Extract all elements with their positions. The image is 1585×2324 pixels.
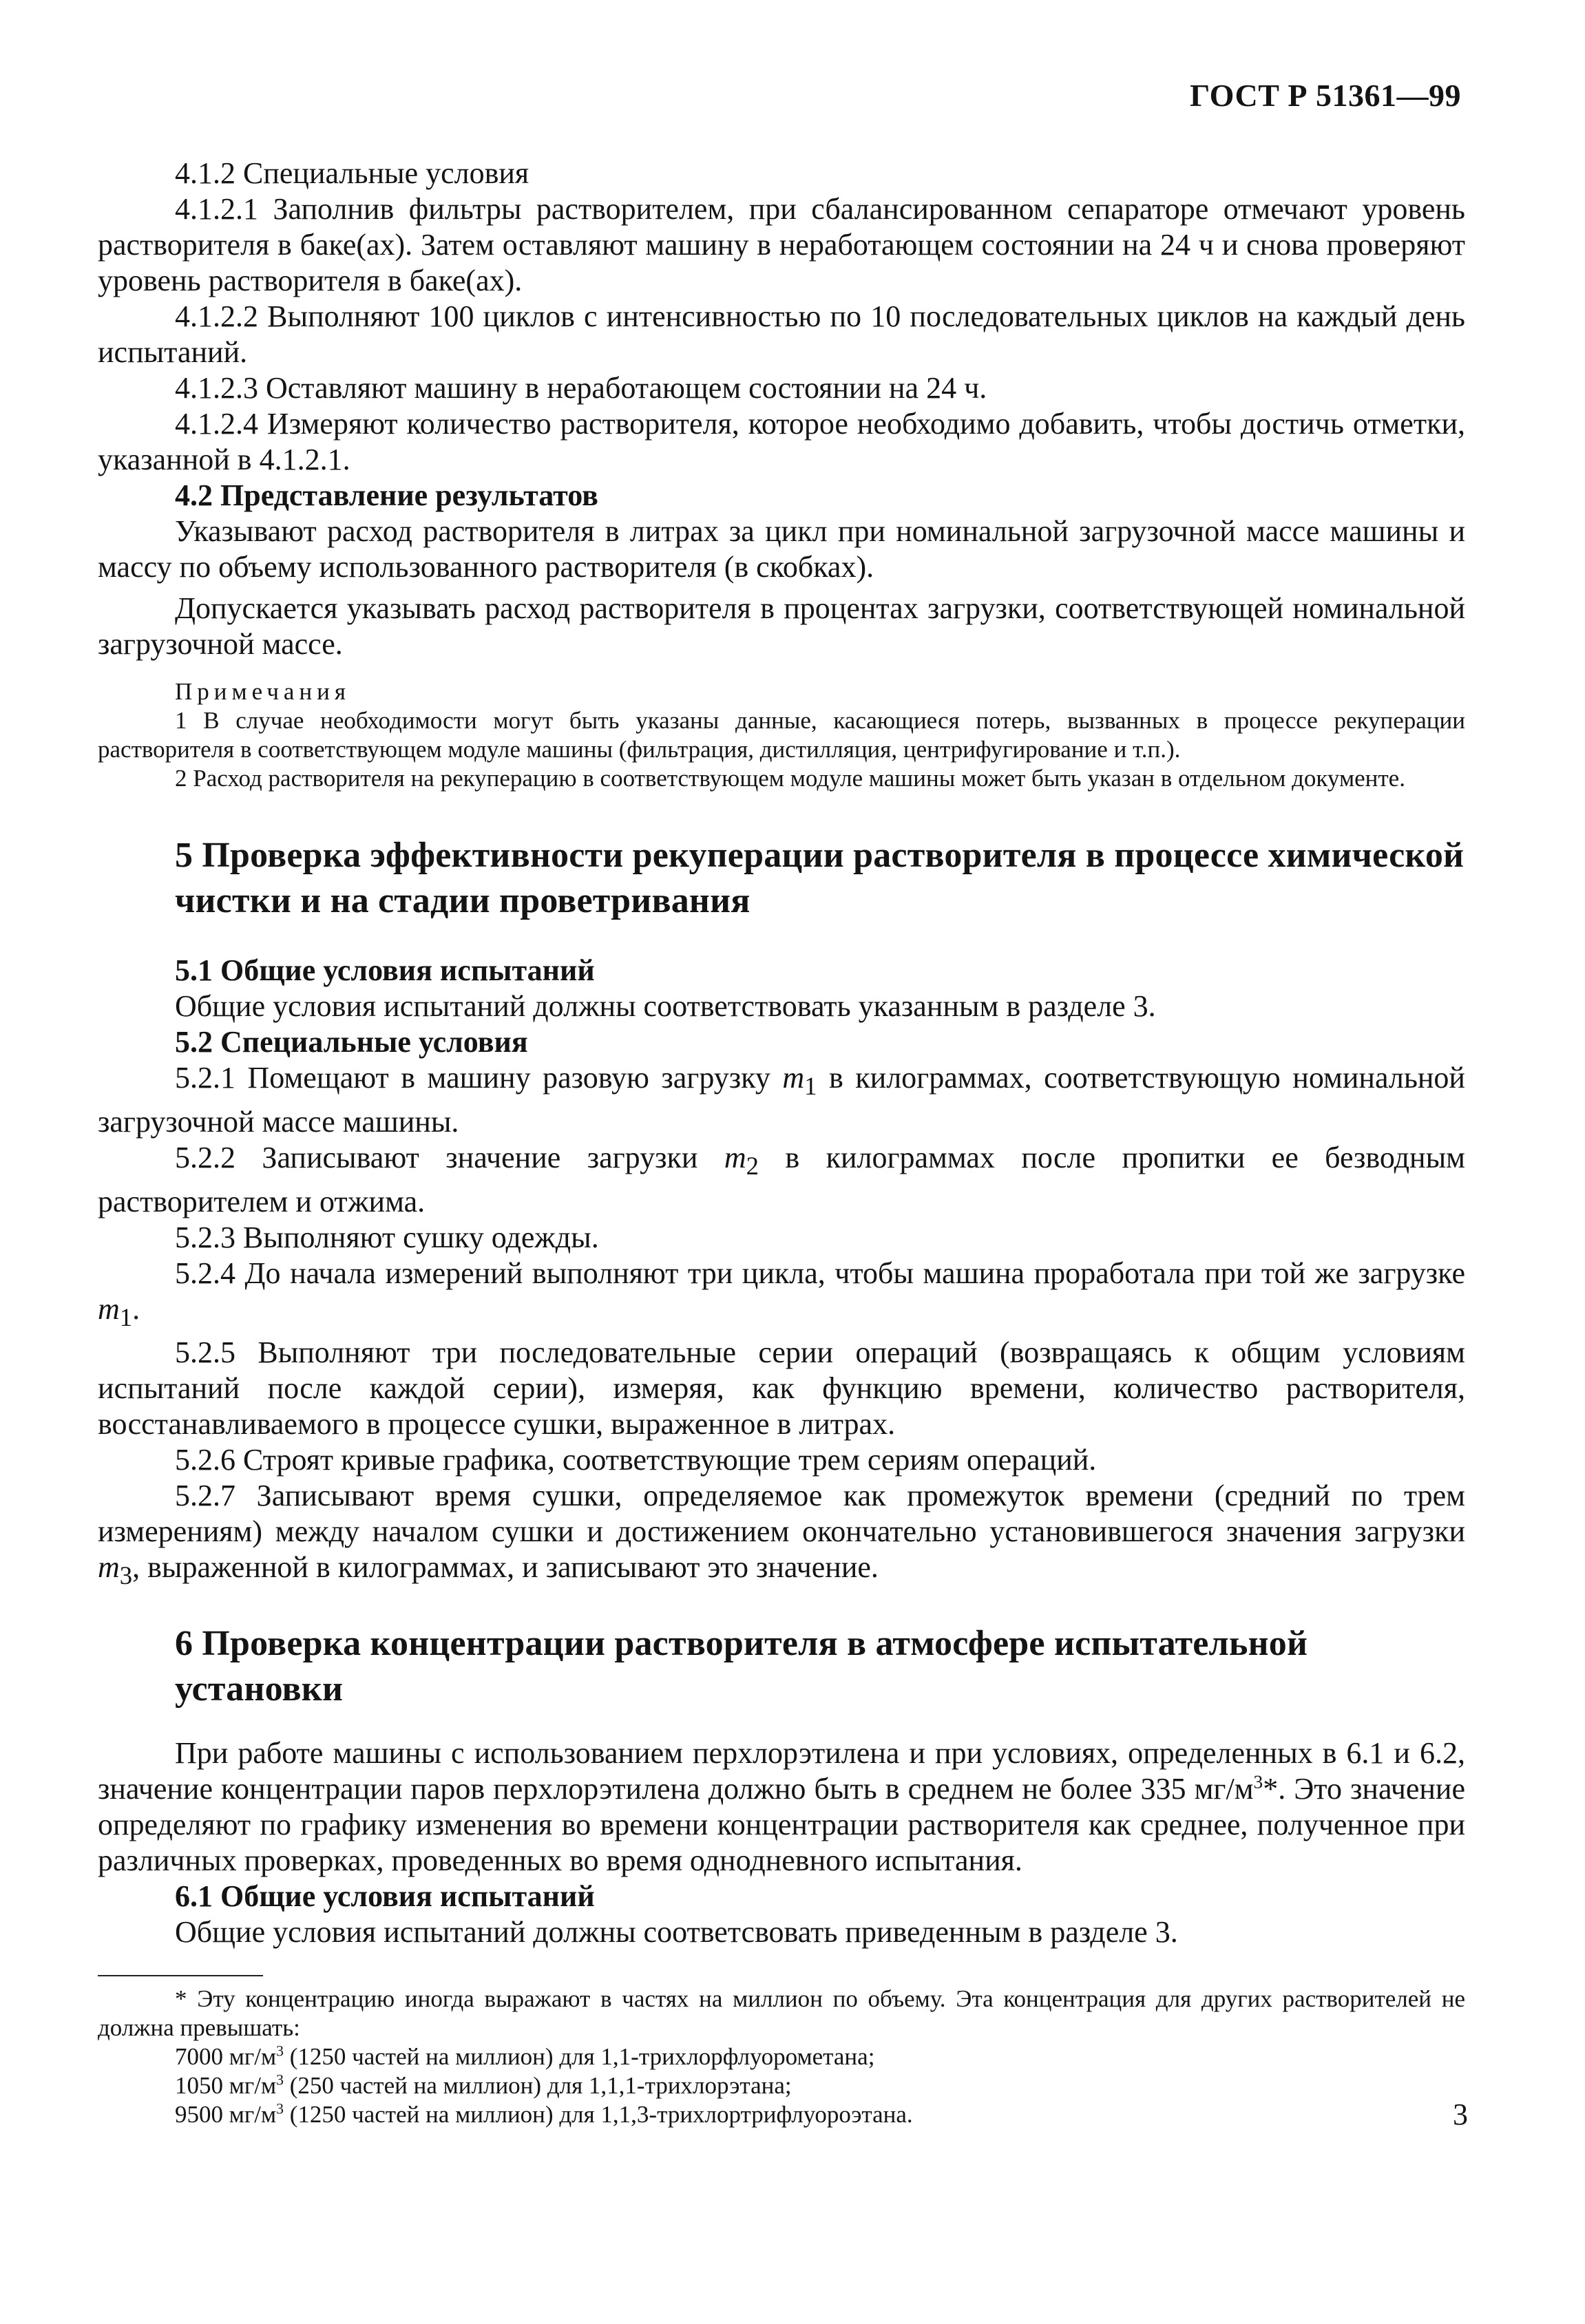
- footnote-line-2: 1050 $мг/м^3$ (250 частей на миллион) для 1,1,1-трихлорэтана;: [175, 2071, 792, 2100]
- subsection-heading-5-1: 5.1 Общие условия испытаний: [175, 953, 595, 987]
- paragraph-4-1-2-1: 4.1.2.1 Заполнив фильтры растворителем, при сбалансированном сепараторе отмечают уровень растворителя в баке(ах). Затем оставляют машину в неработающем состоянии на 24 ч и снова проверяют уровень растворителя в баке(ах).: [98, 192, 1465, 297]
- note-2: 2 Расход растворителя на рекуперацию в соответствующем модуле машины может быть указан в отдельном документе.: [175, 765, 1405, 792]
- subsection-heading-4-2: 4.2 Представление результатов: [175, 478, 598, 512]
- footnote-divider: [98, 1975, 263, 1976]
- subsection-heading-5-2: 5.2 Специальные условия: [175, 1025, 528, 1059]
- footnote-line-3: 9500 $мг/м^3$ (1250 частей на миллион) для 1,1,3-трихлортрифлуороэтана.: [175, 2100, 913, 2128]
- paragraph-4-1-2: 4.1.2 Специальные условия: [175, 156, 529, 190]
- paragraph-5-2-4: 5.2.4 До начала измерений выполняют три цикла, чтобы машина проработала при той же загрузке $m_1$.: [98, 1256, 1465, 1331]
- paragraph-5-2-5: 5.2.5 Выполняют три последовательные серии операций (возвращаясь к общим условиям испытаний после каждой серии), измеряя, как функцию времени, количество растворителя, восстанавливаемого в процессе сушки, выраженное в литрах.: [98, 1335, 1465, 1441]
- paragraph-4-1-2-2: 4.1.2.2 Выполняют 100 циклов с интенсивностью по 10 последовательных циклов на каждый день испытаний.: [98, 299, 1465, 369]
- subsection-heading-6-1: 6.1 Общие условия испытаний: [175, 1879, 595, 1914]
- paragraph-5-2-7: 5.2.7 Записывают время сушки, определяемое как промежуток времени (средний по трем измерениям) между началом сушки и достижением окончательно установившегося значения загрузки $m_3$, выраженной в килограммах, и записывают это значение.: [98, 1479, 1465, 1590]
- paragraph-results-1: Указывают расход растворителя в литрах за цикл при номинальной загрузочной массе машины и массу по объему использованного растворителя (в скобках).: [98, 514, 1465, 584]
- section-5-heading: 5 Проверка эффективности рекуперации растворителя в процессе химической чистки и на стадии проветривания: [175, 836, 1465, 920]
- paragraph-5-1: Общие условия испытаний должны соответствовать указанным в разделе 3.: [175, 989, 1156, 1023]
- paragraph-6-1: Общие условия испытаний должны соответсвовать приведенным в разделе 3.: [175, 1915, 1178, 1950]
- notes-title: Примечания: [175, 678, 351, 705]
- paragraph-4-1-2-4: 4.1.2.4 Измеряют количество растворителя, которое необходимо добавить, чтобы достичь отметки, указанной в 4.1.2.1.: [98, 407, 1465, 476]
- section-6-heading: 6 Проверка концентрации растворителя в атмосфере испытательной установки: [175, 1624, 1308, 1709]
- footnote-intro: * Эту концентрацию иногда выражают в частях на миллион по объему. Эта концентрация для других растворителей не должна превышать:: [98, 1985, 1465, 2042]
- paragraph-5-2-6: 5.2.6 Строят кривые графика, соответствующие трем сериям операций.: [175, 1443, 1097, 1477]
- note-1: 1 В случае необходимости могут быть указаны данные, касающиеся потерь, вызванных в процессе рекуперации растворителя в соответствующем модуле машины (фильтрация, дистилляция, центрифугирование и т.п.).: [98, 707, 1465, 763]
- paragraph-results-2: Допускается указывать расход растворителя в процентах загрузки, соответствующей номинальной загрузочной массе.: [98, 591, 1465, 661]
- paragraph-5-2-3: 5.2.3 Выполняют сушку одежды.: [175, 1220, 599, 1254]
- paragraph-5-2-1: 5.2.1 Помещают в машину разовую загрузку $m_1$ в килограммах, соответствующую номинальной загрузочной массе машины.: [98, 1061, 1465, 1139]
- paragraph-6-intro: При работе машины с использованием перхлорэтилена и при условиях, определенных в 6.1 и 6.2, значение концентрации паров перхлорэтилена должно быть в среднем не более 335 $мг/м^3*$. Это значение определяют по графику изменения во времени концентрации растворителя как среднее, полученное при различных проверках, проведенных во время однодневного испытания.: [98, 1736, 1465, 1878]
- document-code-header: ГОСТ Р 51361—99: [1190, 78, 1461, 113]
- footnote-line-1: 7000 $мг/м^3$ (1250 частей на миллион) для 1,1-трихлорфлуорометана;: [175, 2042, 875, 2071]
- paragraph-4-1-2-3: 4.1.2.3 Оставляют машину в неработающем состоянии на 24 ч.: [175, 371, 987, 405]
- page-content: [98, 156, 1465, 2129]
- page-number: 3: [1453, 2098, 1468, 2131]
- paragraph-5-2-2: 5.2.2 Записывают значение загрузки $m_2$ в килограммах после пропитки ее безводным растворителем и отжима.: [98, 1140, 1465, 1218]
